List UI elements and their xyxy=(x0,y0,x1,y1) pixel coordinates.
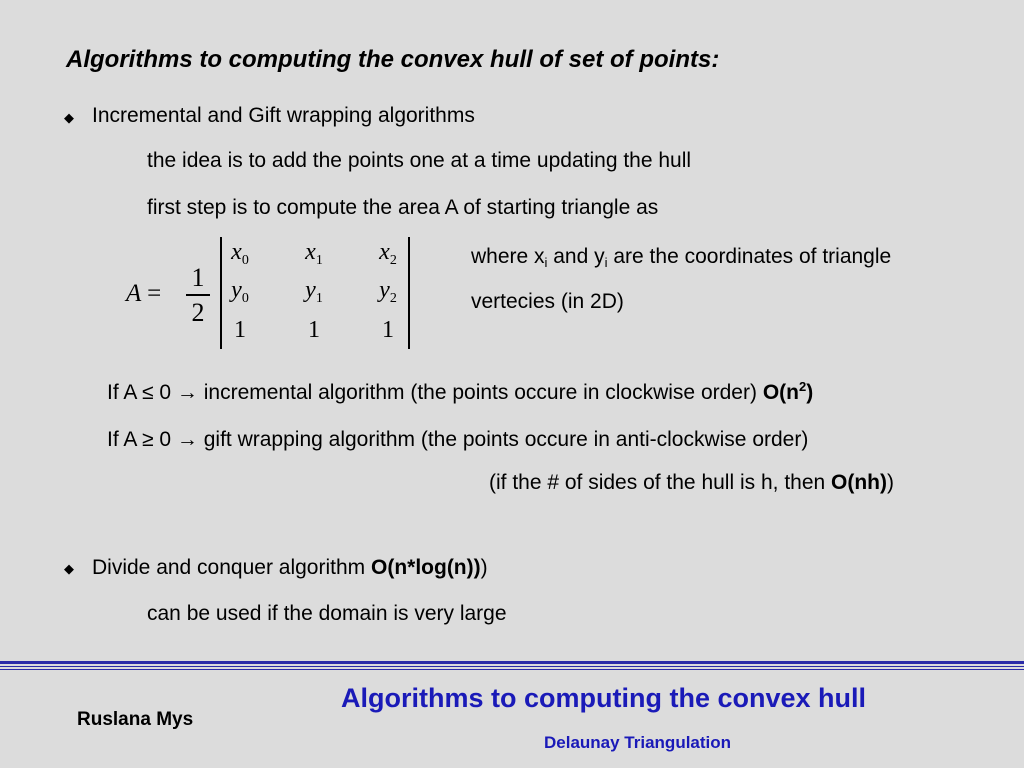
footer-rule-mid xyxy=(0,666,1024,667)
formula-lhs: A = xyxy=(126,280,162,307)
matrix-cell: $x_2$ xyxy=(379,239,397,268)
footer-rule-top xyxy=(0,661,1024,664)
author-name: Ruslana Mys xyxy=(77,709,194,730)
matrix-cell: 1 xyxy=(234,317,246,343)
idea-text: the idea is to add the points one at a time updating the hull xyxy=(147,149,692,172)
bullet-divide-conquer: Divide and conquer algorithm O(n*log(n))) xyxy=(92,556,488,579)
formula-fraction: 1 2 xyxy=(186,263,210,328)
matrix-cell: $y_1$ xyxy=(305,277,323,306)
domain-large-text: can be used if the domain is very large xyxy=(147,602,507,625)
first-step-text: first step is to compute the area A of starting triangle as xyxy=(147,196,659,219)
footer-subtitle: Delaunay Triangulation xyxy=(544,733,732,752)
slide-title: Algorithms to computing the convex hull of set of points: xyxy=(66,46,720,73)
matrix-cell: 1 xyxy=(308,317,320,343)
diamond-bullet-icon: ◆ xyxy=(64,561,74,576)
determinant-right-bar xyxy=(408,237,410,349)
condition-gift-wrapping: If A ≥ 0 → gift wrapping algorithm (the points occure in anti-clockwise order) xyxy=(107,428,809,451)
footer-rule-bottom xyxy=(0,669,1024,670)
matrix-cell: 1 xyxy=(382,317,394,343)
bullet-incremental-gift: Incremental and Gift wrapping algorithms xyxy=(92,104,475,127)
area-formula xyxy=(122,235,422,353)
diamond-bullet-icon: ◆ xyxy=(64,110,74,125)
matrix-cell: $x_1$ xyxy=(305,239,323,268)
footer-title: Algorithms to computing the convex hull xyxy=(341,683,867,713)
condition-hull-sides: (if the # of sides of the hull is h, then O(nh)) xyxy=(489,471,895,494)
matrix-cell: $y_0$ xyxy=(231,277,249,306)
condition-incremental: If A ≤ 0 → incremental algorithm (the points occure in clockwise order) $O(n^2)$ xyxy=(107,379,814,404)
matrix-cell: $x_0$ xyxy=(231,239,249,268)
where-text-line2: vertecies (in 2D) xyxy=(471,290,624,313)
where-text: where $x_i$ and $y_i$ are the coordinates of triangle xyxy=(471,245,892,270)
matrix-cell: $y_2$ xyxy=(379,277,397,306)
